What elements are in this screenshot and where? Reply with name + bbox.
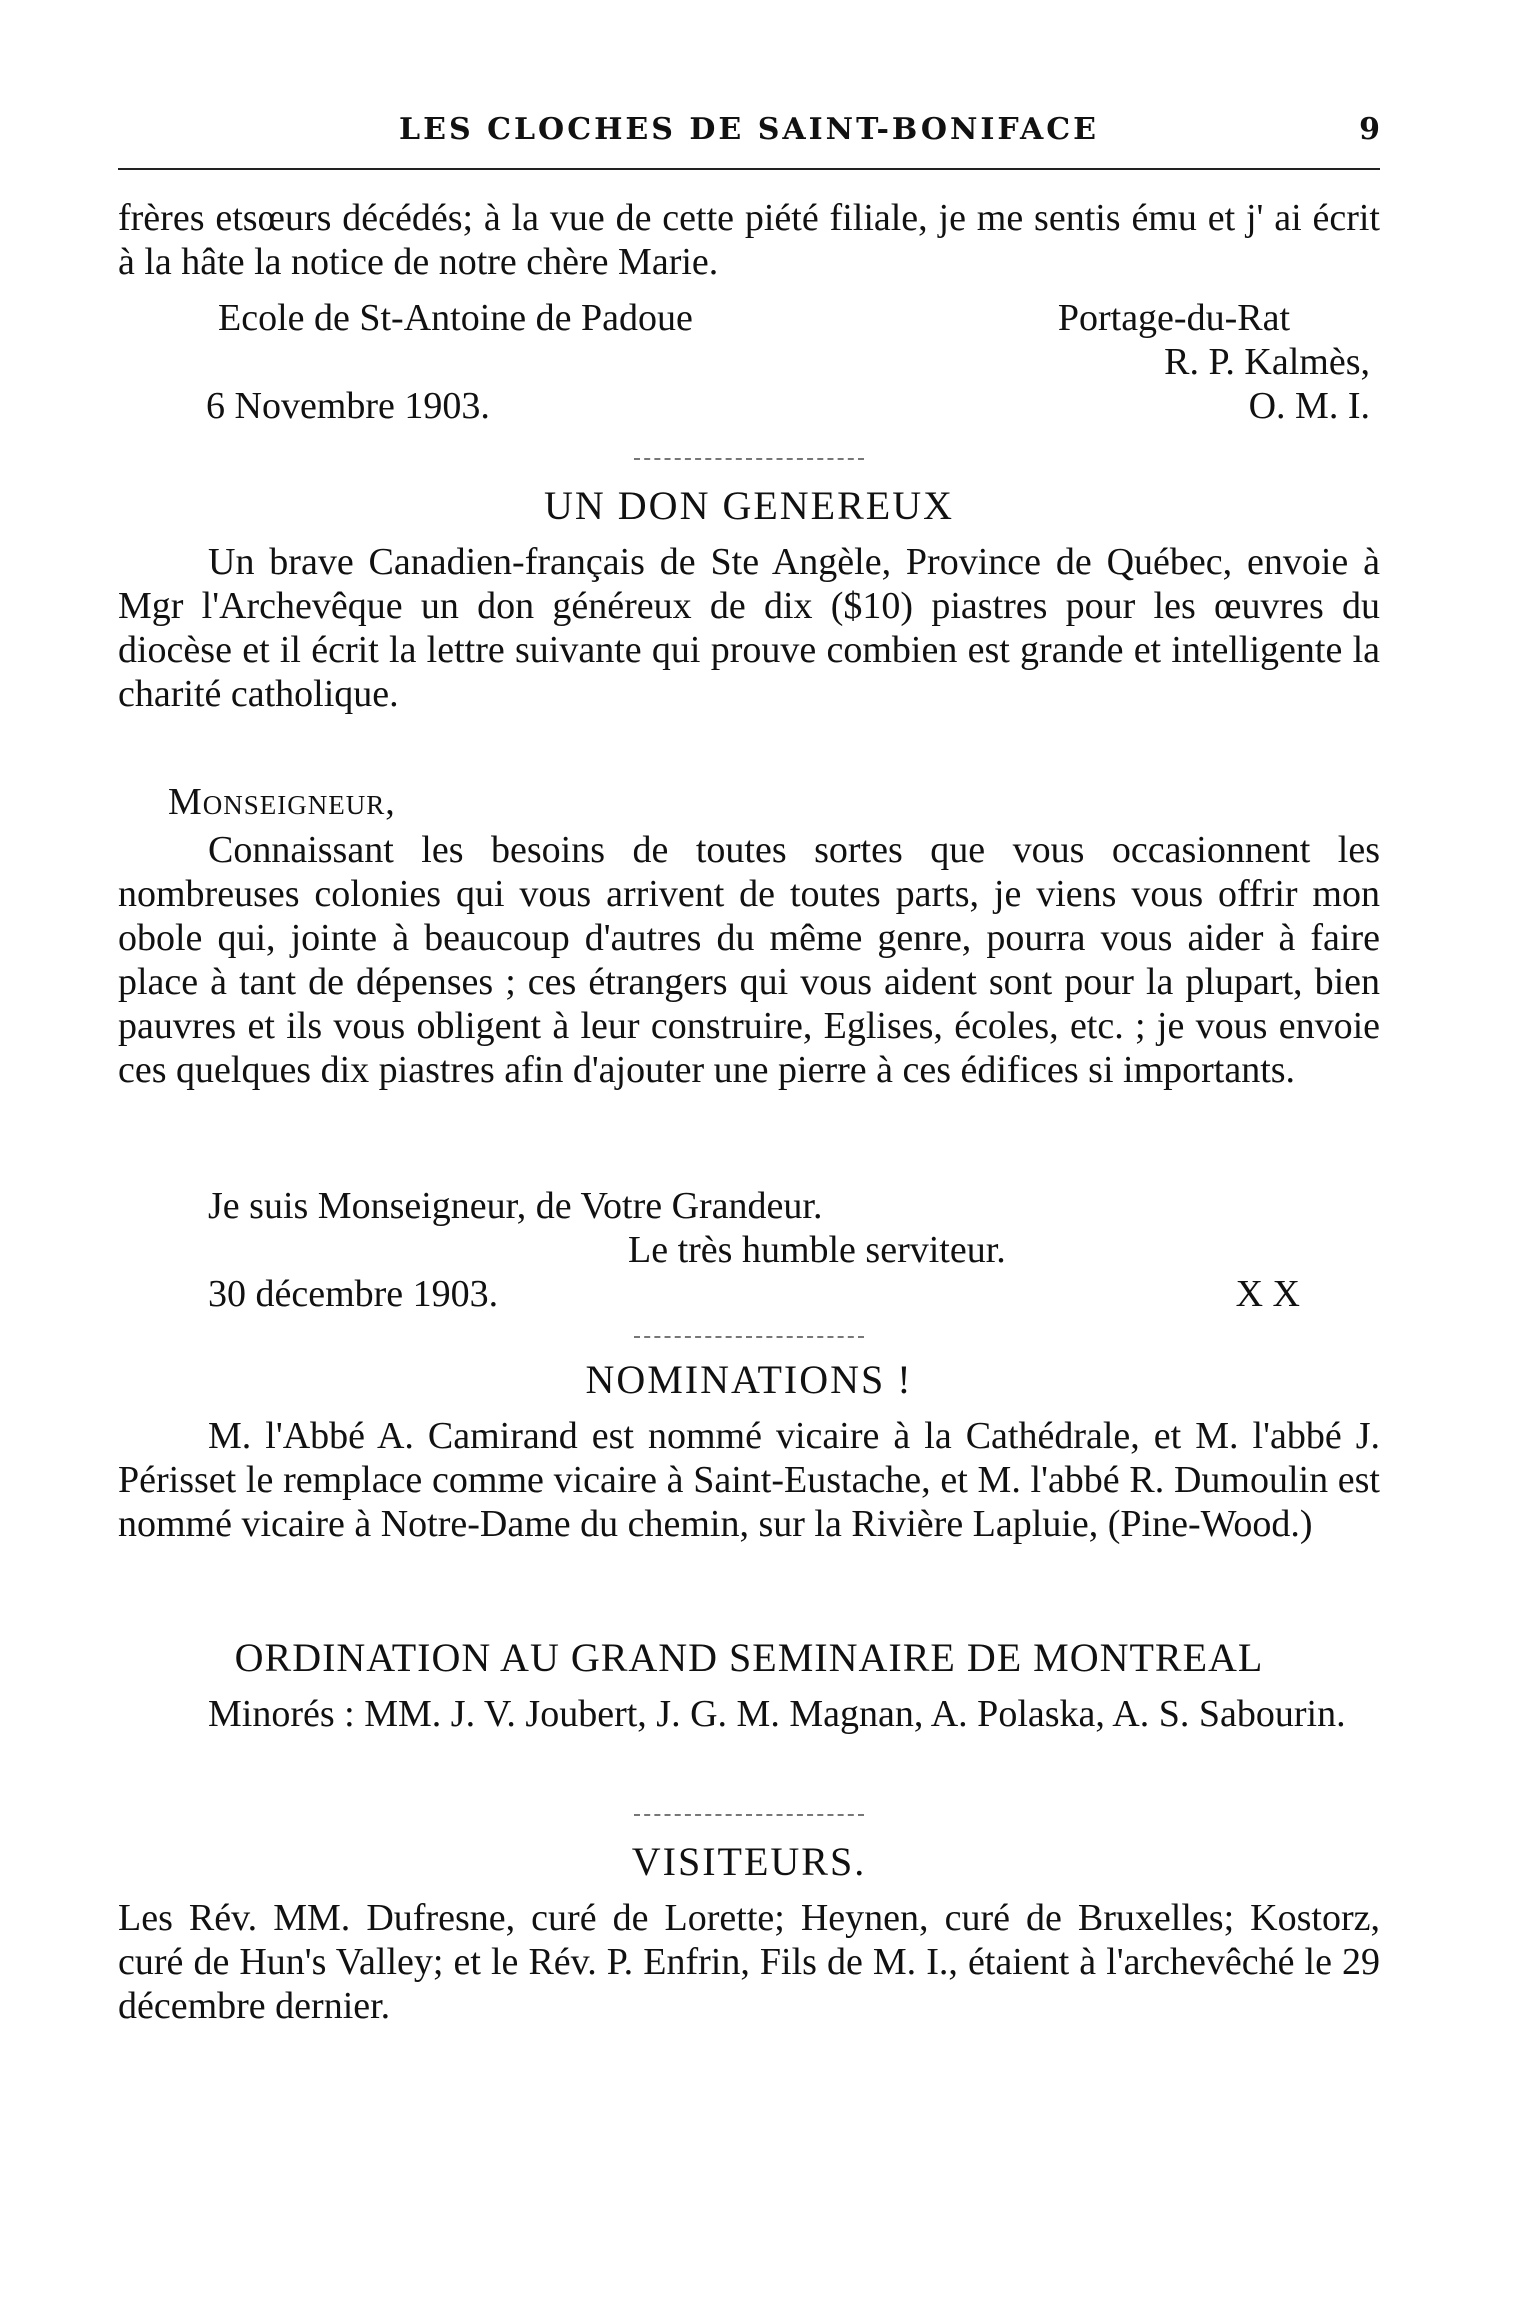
- running-header: [118, 112, 1380, 147]
- section-divider: [634, 458, 864, 460]
- letter-date: 30 décembre 1903.: [208, 1273, 499, 1315]
- letter-closing: Je suis Monseigneur, de Votre Grandeur.: [208, 1185, 823, 1227]
- visiteurs-paragraph: Les Rév. MM. Dufresne, curé de Lorette; Heynen, curé de Bruxelles; Kostorz, curé de Hun's Valley; et le Rév. P. Enfrin, Fils de M. I., étaient à l'archevêché le 29 décembre dernier.: [118, 1897, 1380, 2027]
- intro-order: O. M. I.: [1248, 385, 1370, 427]
- intro-place-left: Ecole de St-Antoine de Padoue: [218, 297, 693, 339]
- heading-visiteurs: VISITEURS.: [631, 1839, 867, 1884]
- heading-nominations: NOMINATIONS !: [585, 1357, 913, 1402]
- section-divider: [634, 1814, 864, 1816]
- intro-author: R. P. Kalmès,: [1164, 341, 1370, 383]
- ordination-paragraph: Minorés : MM. J. V. Joubert, J. G. M. Magnan, A. Polaska, A. S. Sabourin.: [208, 1693, 1346, 1735]
- don-paragraph: Un brave Canadien-français de Ste Angèle, Province de Québec, envoie à Mgr l'Archevêque un don généreux de dix ($10) piastres pour les œuvres du diocèse et il écrit la lettre suivante qui prouve combien est grande et intelligente la charité catholique.: [118, 541, 1380, 715]
- page-number: 9: [1359, 112, 1380, 147]
- header-title: LES CLOCHES DE SAINT-BONIFACE: [399, 112, 1099, 147]
- intro-paragraph: frères etsœurs décédés; à la vue de cette piété filiale, je me sentis ému et j' ai écrit à la hâte la notice de notre chère Marie.: [118, 197, 1380, 283]
- page: [118, 0, 1380, 2318]
- letter-signature: X X: [1235, 1273, 1300, 1315]
- nominations-paragraph: M. l'Abbé A. Camirand est nommé vicaire à la Cathédrale, et M. l'abbé J. Périsset le remplace comme vicaire à Saint-Eustache, et M. l'abbé R. Dumoulin est nommé vicaire à Notre-Dame du chemin, sur la Rivière Lapluie, (Pine-Wood.): [118, 1415, 1380, 1545]
- heading-ordination: ORDINATION AU GRAND SEMINAIRE DE MONTREAL: [234, 1635, 1264, 1680]
- letter-salutation: Monseigneur,: [168, 781, 396, 823]
- heading-don-genereux: UN DON GENEREUX: [544, 483, 954, 528]
- letter-signature-line: Le très humble serviteur.: [628, 1229, 1006, 1271]
- letter-body: Connaissant les besoins de toutes sortes que vous occasionnent les nombreuses colonies qui vous arrivent de toutes parts, je viens vous offrir mon obole qui, jointe à beaucoup d'autres du même genre, pourra vous aider à faire place à tant de dépenses ; ces étrangers qui vous aident sont pour la plupart, bien pauvres et ils vous obligent à leur construire, Eglises, écoles, etc. ; je vous envoie ces quelques dix piastres afin d'ajouter une pierre à ces édifices si importants.: [118, 829, 1380, 1091]
- section-divider: [634, 1336, 864, 1338]
- header-rule: [118, 168, 1380, 170]
- intro-date: 6 Novembre 1903.: [206, 385, 490, 427]
- intro-place-right: Portage-du-Rat: [1057, 297, 1290, 339]
